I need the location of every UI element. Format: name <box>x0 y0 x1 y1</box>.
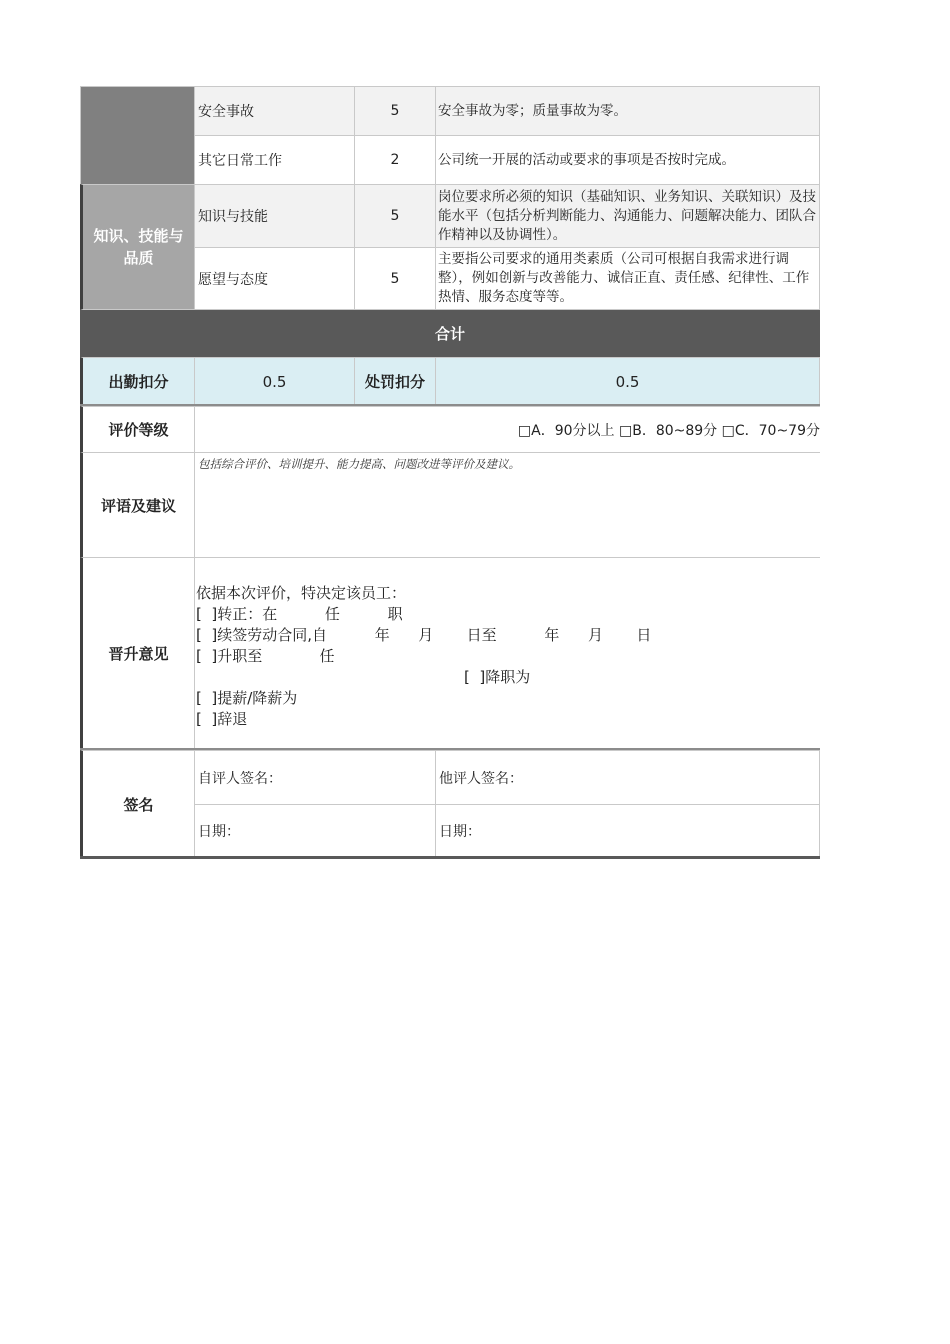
score-cell: 2 <box>354 135 436 185</box>
grade-options[interactable] <box>194 406 820 453</box>
total-row: 合计 <box>80 310 820 357</box>
score-cell: 5 <box>354 247 436 310</box>
category-cell-work <box>80 86 195 185</box>
promotion-line-dismiss: [ ]辞退 <box>196 710 248 728</box>
promotion-line-confirm: [ ]转正：在 任 职 <box>196 605 403 623</box>
item-cell: 愿望与态度 <box>194 247 355 310</box>
self-signature-field[interactable]: 自评人签名： <box>194 750 436 805</box>
other-date-field[interactable]: 日期： <box>435 804 820 858</box>
attendance-deduction-label: 出勤扣分 <box>80 357 195 406</box>
comment-label: 评语及建议 <box>80 452 195 558</box>
comment-field[interactable] <box>194 452 820 558</box>
penalty-deduction-value[interactable]: 0.5 <box>435 357 820 406</box>
description-cell: 主要指公司要求的通用类素质（公司可根据自我需求进行调整），例如创新与改善能力、诚信正直、责任感、纪律性、工作热情、服务态度等等。 <box>435 247 820 310</box>
promotion-line-salary: [ ]提薪/降薪为 <box>196 689 298 707</box>
promotion-label: 晋升意见 <box>80 557 195 749</box>
item-cell: 安全事故 <box>194 86 355 136</box>
comment-note: 包括综合评价、培训提升、能力提高、问题改进等评价及建议。 <box>198 457 520 471</box>
sheet-bottom-border <box>80 856 820 859</box>
other-signature-field[interactable]: 他评人签名： <box>435 750 820 805</box>
self-date-field[interactable]: 日期： <box>194 804 436 858</box>
description-cell: 安全事故为零；质量事故为零。 <box>435 86 820 136</box>
attendance-deduction-value[interactable]: 0.5 <box>194 357 355 406</box>
promotion-line-renew: [ ]续签劳动合同,自 年 月 日至 年 月 日 <box>196 626 652 644</box>
score-cell: 5 <box>354 184 436 248</box>
promotion-line-demote: [ ]降职为 <box>464 668 531 686</box>
penalty-deduction-label: 处罚扣分 <box>354 357 436 406</box>
item-cell: 其它日常工作 <box>194 135 355 185</box>
signature-label: 签名 <box>80 750 195 858</box>
promotion-line-raise-post: [ ]升职至 任 <box>196 647 335 665</box>
score-cell: 5 <box>354 86 436 136</box>
item-cell: 知识与技能 <box>194 184 355 248</box>
category-cell-knowledge: 知识、技能与品质 <box>80 184 195 310</box>
description-cell: 公司统一开展的活动或要求的事项是否按时完成。 <box>435 135 820 185</box>
grade-label: 评价等级 <box>80 406 195 453</box>
promotion-line: 依据本次评价，特决定该员工： <box>196 584 407 602</box>
grade-options-text: □A．90分以上 □B．80~89分 □C．70~79分 <box>517 422 820 439</box>
description-cell: 岗位要求所必须的知识（基础知识、业务知识、关联知识）及技能水平（包括分析判断能力、沟通能力、问题解决能力、团队合作精神以及协调性）。 <box>435 184 820 248</box>
